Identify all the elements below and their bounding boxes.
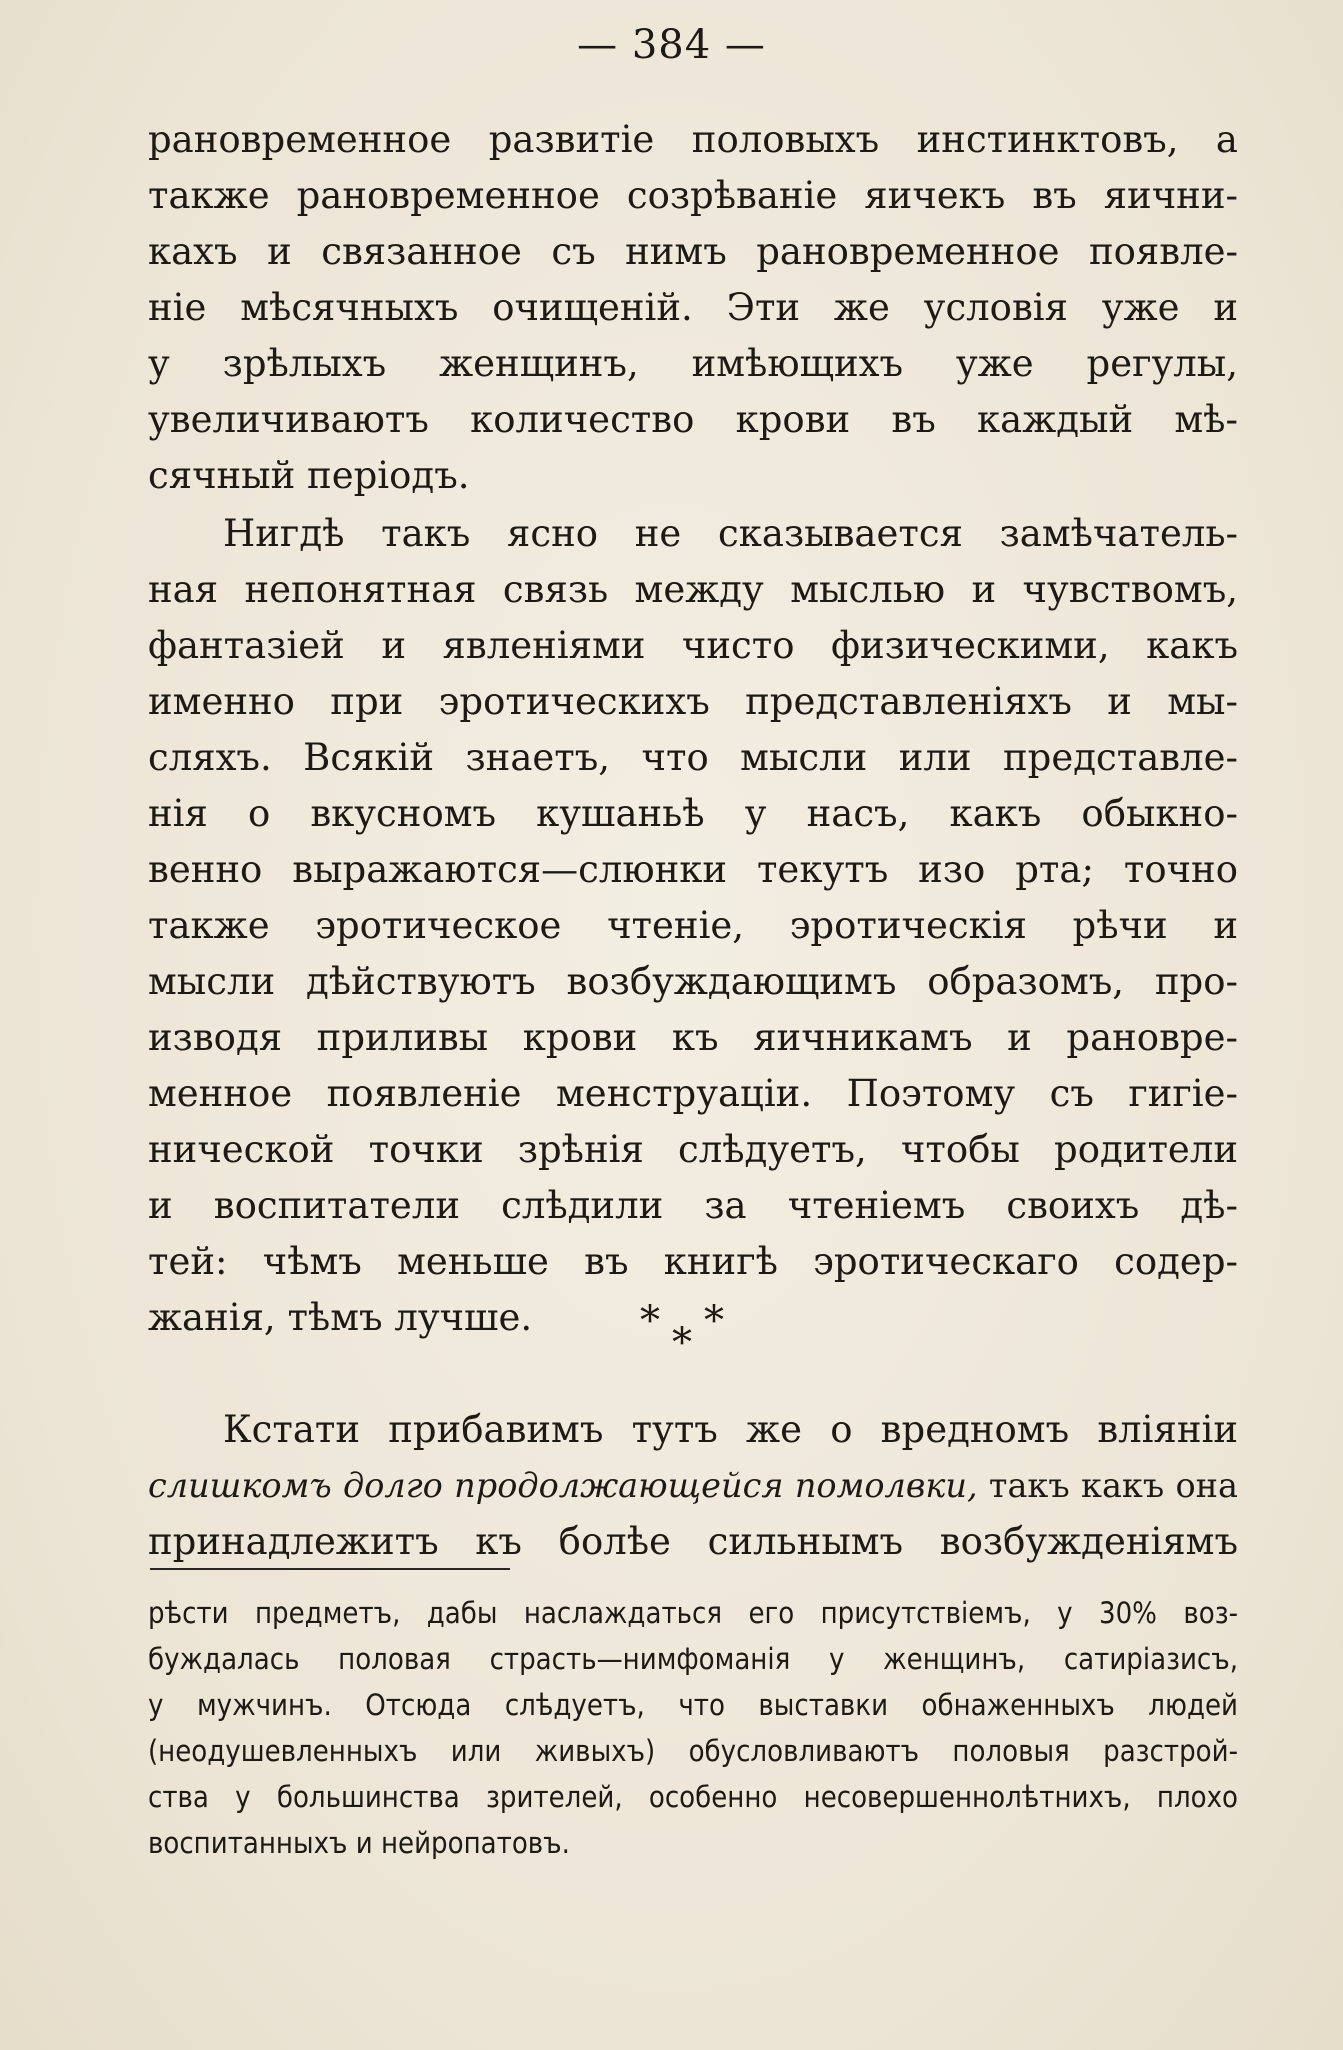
text-line: ніе мѣсячныхъ очищеній. Эти же условія уже и <box>148 286 1238 329</box>
text-line: сляхъ. Всякій знаетъ, что мысли или представле- <box>148 736 1238 779</box>
text-line: венно выражаются—слюнки текутъ изо рта; точно <box>148 848 1238 891</box>
text-line: Кстати прибавимъ тутъ же о вредномъ вліяніи <box>223 1408 1238 1451</box>
text-line: принадлежитъ къ болѣе сильнымъ возбужденіямъ <box>148 1520 1238 1563</box>
text-line: рановременное развитіе половыхъ инстинктовъ, а <box>148 118 1238 161</box>
footnote-divider <box>150 1568 510 1570</box>
text-line: увеличиваютъ количество крови въ каждый мѣ- <box>148 398 1238 441</box>
footnote-line: у мужчинъ. Отсюда слѣдуетъ, что выставки обнаженныхъ людей <box>148 1688 1238 1722</box>
text-line: нія о вкусномъ кушаньѣ у насъ, какъ обыкно- <box>148 792 1238 835</box>
text-line: мысли дѣйствуютъ возбуждающимъ образомъ, про- <box>148 960 1238 1003</box>
text-fragment: такъ какъ она <box>977 1466 1238 1505</box>
footnote-line: буждалась половая страсть—нимфоманія у женщинъ, сатиріазисъ, <box>148 1642 1238 1676</box>
page-number: — 384 — <box>577 22 766 68</box>
text-line <box>148 1458 1238 1514</box>
section-break <box>620 1298 740 1366</box>
text-line: тей: чѣмъ меньше въ книгѣ эротическаго содер- <box>148 1240 1238 1283</box>
footnote-line: воспитанныхъ и нейропатовъ. <box>148 1826 570 1860</box>
italic-phrase: слишкомъ долго продолжающейся помолвки, <box>148 1466 978 1505</box>
text-line: кахъ и связанное съ нимъ рановременное появле- <box>148 230 1238 273</box>
text-line: сячный періодъ. <box>148 454 470 497</box>
footnote-line: рѣсти предметъ, дабы наслаждаться его присутствіемъ, у 30% воз- <box>148 1596 1238 1630</box>
text-line: нической точки зрѣнія слѣдуетъ, чтобы родители <box>148 1128 1238 1171</box>
asterisk-icon: * <box>640 1298 660 1344</box>
text-line: ная непонятная связь между мыслью и чувствомъ, <box>148 568 1238 611</box>
asterisk-icon: * <box>672 1320 692 1366</box>
text-line: фантазіей и явленіями чисто физическими, какъ <box>148 624 1238 667</box>
text-line: жанія, тѣмъ лучше. <box>148 1296 533 1339</box>
footnote-line: (неодушевленныхъ или живыхъ) обусловливаютъ половыя разстрой- <box>148 1734 1238 1768</box>
asterisk-icon: * <box>704 1298 724 1344</box>
text-line: менное появленіе менструаціи. Поэтому съ гигіе- <box>148 1072 1238 1115</box>
text-line: и воспитатели слѣдили за чтеніемъ своихъ дѣ- <box>148 1184 1238 1227</box>
text-line: у зрѣлыхъ женщинъ, имѣющихъ уже регулы, <box>148 342 1238 385</box>
footnote-line: ства у большинства зрителей, особенно несовершеннолѣтнихъ, плохо <box>148 1780 1238 1814</box>
text-line: изводя приливы крови къ яичникамъ и рановре- <box>148 1016 1238 1059</box>
text-line: также рановременное созрѣваніе яичекъ въ яични- <box>148 174 1238 217</box>
text-line: также эротическое чтеніе, эротическія рѣчи и <box>148 904 1238 947</box>
text-line: именно при эротическихъ представленіяхъ и мы- <box>148 680 1238 723</box>
text-line: Нигдѣ такъ ясно не сказывается замѣчатель- <box>223 512 1238 555</box>
